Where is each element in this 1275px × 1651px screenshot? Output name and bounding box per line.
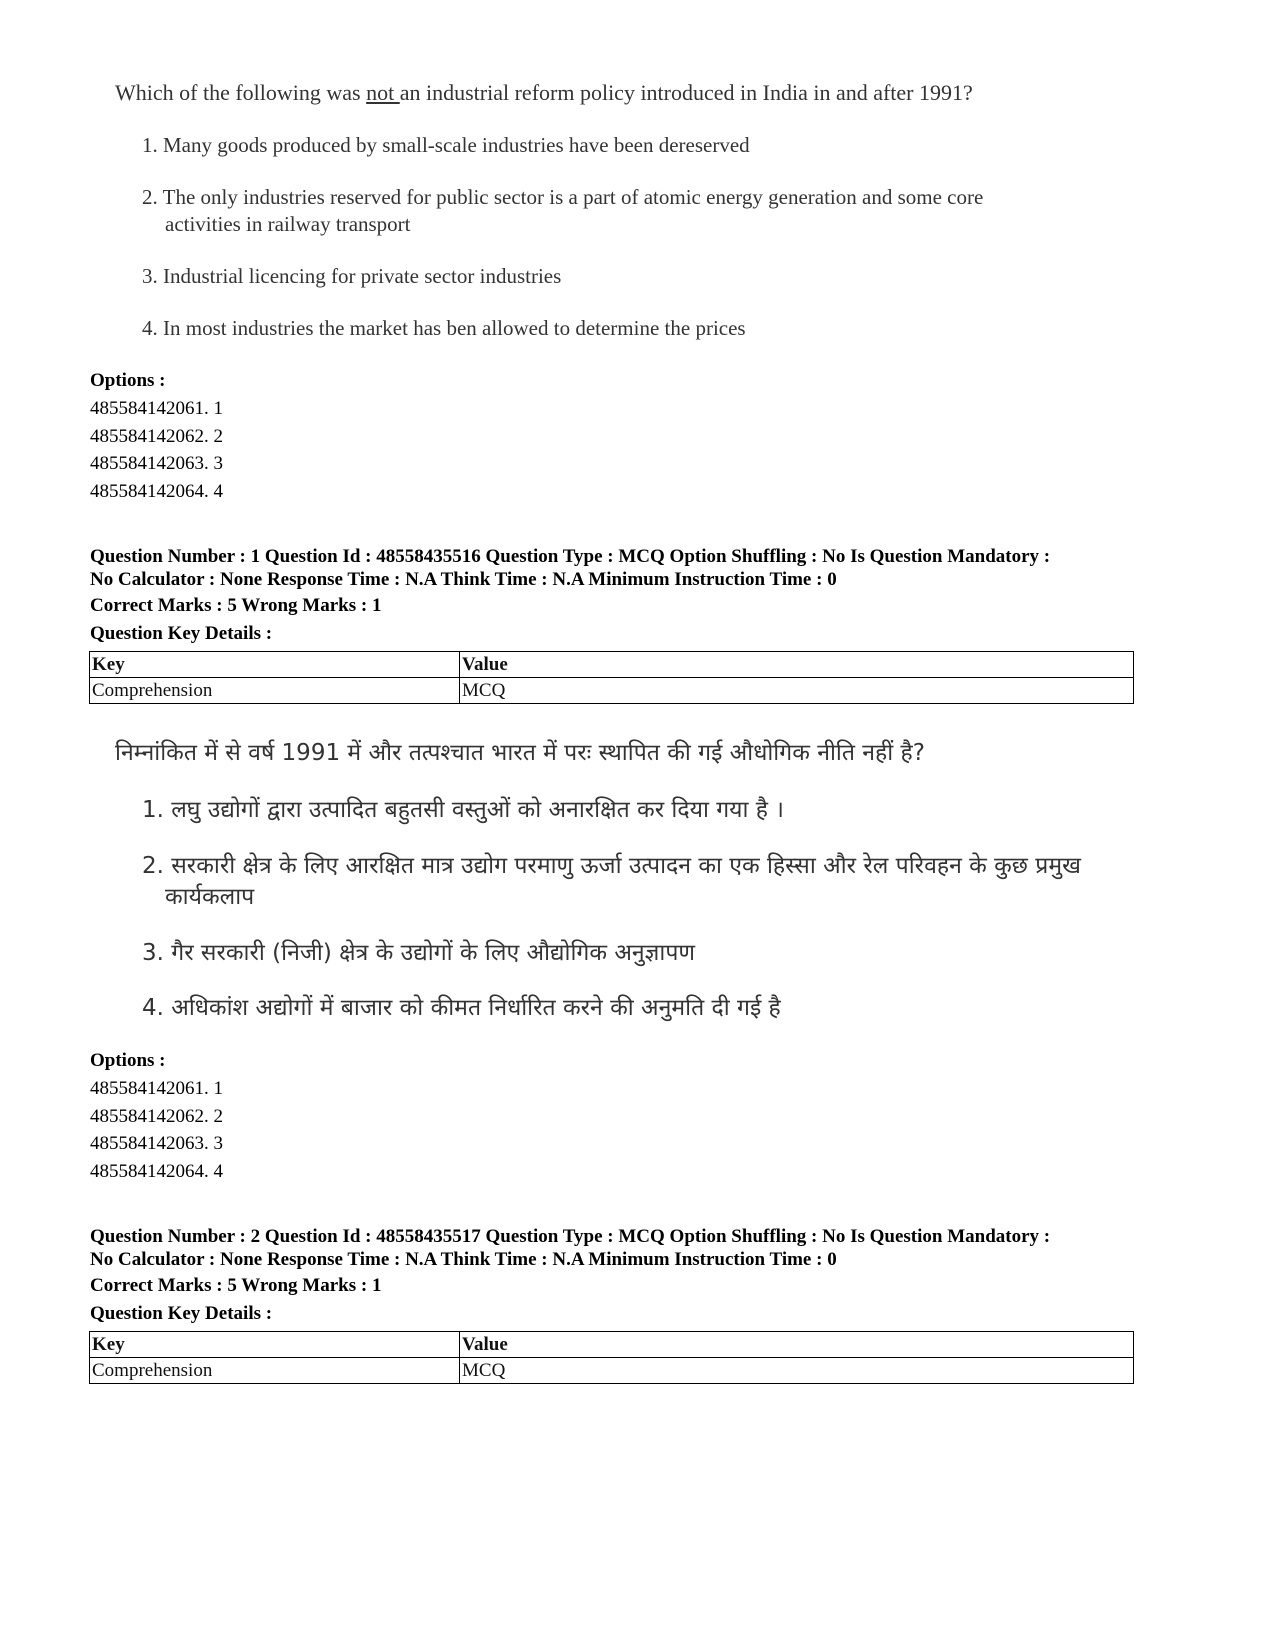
statement-2-en: 2. The only industries reserved for public sector is a part of atomic energy generation and some core xyxy=(142,185,984,209)
key-details-table xyxy=(89,651,1134,704)
question-meta xyxy=(90,1225,1150,1271)
table-cell-value: MCQ xyxy=(460,678,1134,704)
statement-4-en: 4. In most industries the market has ben allowed to determine the prices xyxy=(142,316,746,340)
option-2: 485584142062. 2 xyxy=(90,1106,223,1127)
option-4: 485584142064. 4 xyxy=(90,1161,223,1182)
options-label: Options : xyxy=(90,370,166,391)
statement-2-hi: 2. सरकारी क्षेत्र के लिए आरक्षित मात्र उद्योग परमाणु ऊर्जा उत्पादन का एक हिस्सा और रेल परिवहन के कुछ प्रमुख xyxy=(142,853,1081,879)
table-cell-key: Comprehension xyxy=(90,1358,460,1384)
statement-3-en: 3. Industrial licencing for private sector industries xyxy=(142,264,562,288)
marks-line: Correct Marks : 5 Wrong Marks : 1 xyxy=(90,595,382,616)
question-meta-line2: No Calculator : None Response Time : N.A Think Time : N.A Minimum Instruction Time : 0 xyxy=(90,569,837,590)
option-1: 485584142061. 1 xyxy=(90,1078,223,1099)
key-details-table xyxy=(89,1331,1134,1384)
question-text-pre: Which of the following was xyxy=(115,80,367,105)
marks-line: Correct Marks : 5 Wrong Marks : 1 xyxy=(90,1275,382,1296)
table-header-row xyxy=(90,1332,1134,1358)
table-header-value: Value xyxy=(460,652,1134,678)
question-meta-line1: Question Number : 2 Question Id : 48558435517 Question Type : MCQ Option Shuffling : No Is Question Mandatory : xyxy=(90,1226,1051,1247)
key-details-label: Question Key Details : xyxy=(90,1303,273,1324)
option-2: 485584142062. 2 xyxy=(90,426,223,447)
question-text-hi: निम्नांकित में से वर्ष 1991 में और तत्पश्चात भारत में परः स्थापित की गई औधोगिक नीति नहीं है? xyxy=(115,740,925,766)
statement-2-cont-hi: कार्यकलाप xyxy=(165,884,255,910)
option-3: 485584142063. 3 xyxy=(90,453,223,474)
question-meta-line2: No Calculator : None Response Time : N.A Think Time : N.A Minimum Instruction Time : 0 xyxy=(90,1249,837,1270)
table-row xyxy=(90,1358,1134,1384)
question-text-post: an industrial reform policy introduced in India in and after 1991? xyxy=(399,80,973,105)
key-details-label: Question Key Details : xyxy=(90,623,273,644)
table-header-key: Key xyxy=(90,652,460,678)
question-meta xyxy=(90,545,1150,591)
table-cell-value: MCQ xyxy=(460,1358,1134,1384)
table-cell-key: Comprehension xyxy=(90,678,460,704)
question-text-en xyxy=(115,80,973,106)
statement-1-en: 1. Many goods produced by small-scale industries have been dereserved xyxy=(142,133,750,157)
option-1: 485584142061. 1 xyxy=(90,398,223,419)
option-4: 485584142064. 4 xyxy=(90,481,223,502)
option-3: 485584142063. 3 xyxy=(90,1133,223,1154)
question-meta-line1: Question Number : 1 Question Id : 48558435516 Question Type : MCQ Option Shuffling : No Is Question Mandatory : xyxy=(90,546,1051,567)
table-header-value: Value xyxy=(460,1332,1134,1358)
options-label: Options : xyxy=(90,1050,166,1071)
statement-1-hi: 1. लघु उद्योगों द्वारा उत्पादित बहुतसी वस्तुओं को अनारक्षित कर दिया गया है । xyxy=(142,797,785,823)
table-row xyxy=(90,678,1134,704)
table-header-row xyxy=(90,652,1134,678)
statement-4-hi: 4. अधिकांश अद्योगों में बाजार को कीमत निर्धारित करने की अनुमति दी गई है xyxy=(142,995,781,1021)
question-text-underlined: not xyxy=(366,80,400,105)
statement-2-cont-en: activities in railway transport xyxy=(165,212,411,236)
table-header-key: Key xyxy=(90,1332,460,1358)
statement-3-hi: 3. गैर सरकारी (निजी) क्षेत्र के उद्योगों के लिए औद्योगिक अनुज्ञापण xyxy=(142,940,696,966)
